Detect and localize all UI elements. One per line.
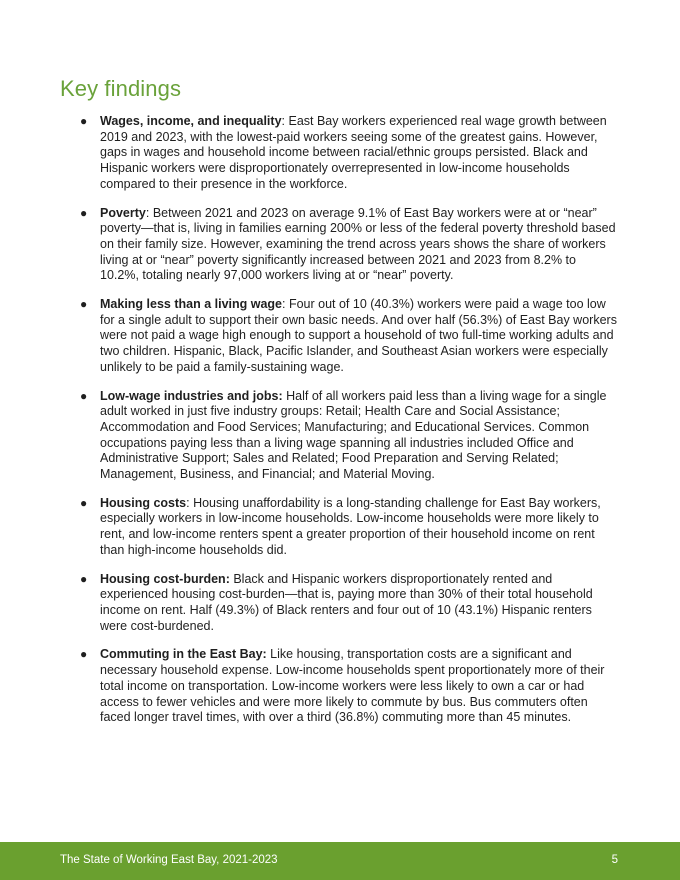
page-title: Key findings	[60, 76, 182, 101]
page-footer	[0, 842, 680, 880]
bullet-icon: ●	[80, 571, 88, 586]
footer-title: The State of Working East Bay, 2021-2023	[60, 854, 278, 866]
finding-separator: :	[282, 297, 286, 312]
finding-item	[78, 297, 618, 376]
finding-text: Like housing, transportation costs are a significant and necessary household expense. Low-income households spent proportionately more of their total income on transportation. Low-income workers were less likely to own a car or had access to fewer vehicles and were more likely to commute by bus. Bus commuters often faced longer travel times, with over a third (36.8%) commuting more than 45 minutes.	[100, 647, 605, 725]
finding-separator: :	[145, 205, 150, 220]
bullet-icon: ●	[80, 388, 88, 403]
finding-text: Between 2021 and 2023 on average 9.1% of East Bay workers were at or “near” poverty—that is, living in families earning 200% or less of the federal poverty threshold based on their family size. However, examining the trend across years shows the share of workers living at or “near” poverty significantly increased between 2021 and 2023 from 8.2% to 10.2%, totaling nearly 97,000 workers living at or “near” poverty.	[100, 205, 616, 283]
finding-separator: :	[281, 114, 286, 128]
finding-item	[78, 114, 618, 193]
finding-item	[78, 572, 618, 635]
finding-title: Housing costs	[100, 495, 187, 510]
finding-title: Wages, income, and inequality	[100, 114, 282, 128]
finding-text: East Bay workers experienced real wage growth between 2019 and 2023, with the lowest-paid workers seeing some of the greatest gains. However, gaps in wages and household income between racial/ethnic groups persisted. Black and Hispanic workers were disproportionately overrepresented in low-income households compared to their presence in the workforce.	[100, 114, 607, 191]
finding-text: Four out of 10 (40.3%) workers were paid a wage too low for a single adult to support their own basic needs. And over half (56.3%) of East Bay workers were not paid a wage high enough to support a household of two full-time working adults and two children. Hispanic, Black, Pacific Islander, and Southeast Asian workers were especially unlikely to be paid a family-sustaining wage.	[100, 297, 617, 374]
finding-title: Poverty	[100, 205, 146, 220]
bullet-icon: ●	[80, 205, 88, 220]
finding-title: Commuting in the East Bay:	[100, 647, 267, 662]
finding-title: Housing cost-burden:	[100, 571, 230, 586]
finding-item	[78, 647, 618, 726]
key-findings-list	[78, 114, 618, 739]
finding-separator: :	[186, 495, 190, 510]
finding-title: Making less than a living wage	[100, 297, 282, 312]
bullet-icon: ●	[80, 647, 88, 662]
finding-text: Housing unaffordability is a long-standing challenge for East Bay workers, especially workers in low-income households. Low-income households were more likely to rent, and low-income renters spent a greater proportion of their household income on rent than high-income households did.	[100, 495, 601, 557]
finding-text: Black and Hispanic workers disproportionately rented and experienced housing cost-burden—that is, paying more than 30% of their total household income on rent. Half (49.3%) of Black renters and four out of 10 (43.1%) Hispanic renters were cost-burdened.	[100, 571, 593, 633]
finding-text: Half of all workers paid less than a living wage for a single adult worked in just five industry groups: Retail; Health Care and Social Assistance; Accommodation and Food Services; Manufacturing; and Educational Services. Common occupations paying less than a living wage spanning all industries included Office and Administrative Support; Sales and Related; Food Preparation and Serving Related; Management, Business, and Financial; and Material Moving.	[100, 388, 607, 482]
bullet-icon: ●	[80, 297, 88, 312]
page-number: 5	[611, 854, 618, 866]
finding-item	[78, 206, 618, 285]
finding-title: Low-wage industries and jobs:	[100, 388, 283, 403]
bullet-icon: ●	[80, 495, 88, 510]
finding-item	[78, 496, 618, 559]
finding-item	[78, 389, 618, 483]
bullet-icon: ●	[80, 114, 88, 128]
